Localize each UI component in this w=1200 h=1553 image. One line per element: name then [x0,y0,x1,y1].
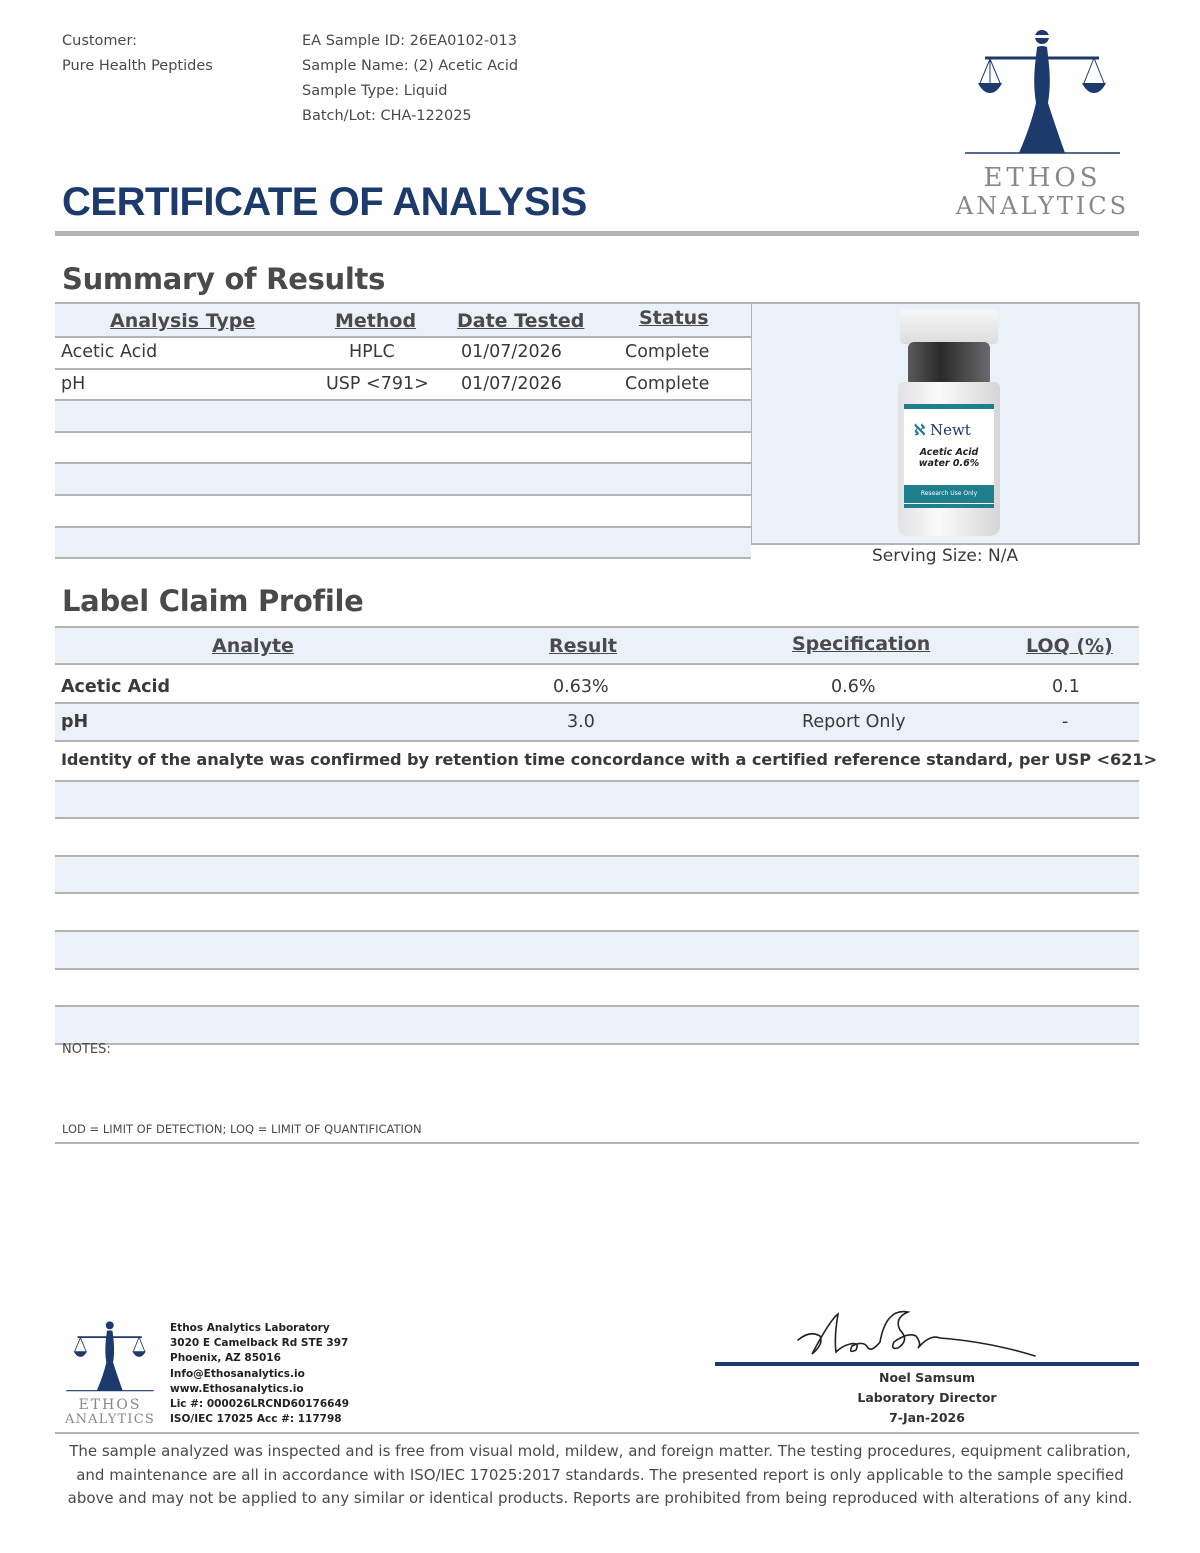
signatory-name: Noel Samsum [879,1370,975,1385]
sample-type: Sample Type: Liquid [302,83,448,99]
footer-logo-line1: ETHOS [78,1397,142,1413]
col-method: Method [335,310,417,332]
notes-divider [55,1142,1139,1144]
cell-analyte: Acetic Acid [61,677,171,697]
cell-date-tested: 01/07/2026 [461,373,562,394]
cell-analysis-type: Acetic Acid [61,342,158,362]
justice-figure-icon [55,1318,165,1398]
signature-line [715,1362,1139,1366]
product-image-box [751,302,1140,545]
table-row-empty [55,857,1139,895]
cell-result: 3.0 [567,712,595,732]
lab-name: Ethos Analytics Laboratory [170,1322,330,1334]
lab-address1: 3020 E Camelback Rd STE 397 [170,1337,349,1350]
cell-loq: 0.1 [1052,677,1080,697]
signatory-title: Laboratory Director [857,1390,997,1405]
table-row-empty [55,1007,1139,1045]
cell-specification: Report Only [802,712,906,732]
batch-lot: Batch/Lot: CHA-122025 [302,108,472,124]
signatory-date: 7-Jan-2026 [889,1410,965,1425]
vial-cap [900,310,998,344]
table-row [55,338,751,370]
ethos-logo [945,25,1140,220]
identity-note: Identity of the analyte was confirmed by retention time concordance with a certified reference standard, per USP <621> [61,749,1157,769]
vial-label [904,404,994,508]
cell-loq: - [1062,712,1069,732]
signature [790,1300,1040,1364]
page-title: CERTIFICATE OF ANALYSIS [62,180,587,224]
col-specification: Specification [792,633,931,655]
vial-product-line1: Acetic Acid [919,447,979,458]
label-claim-heading: Label Claim Profile [62,584,364,618]
identity-note-row [55,742,1157,782]
logo-line1: ETHOS [983,163,1102,193]
sample-name: Sample Name: (2) Acetic Acid [302,58,519,74]
vial-tag: Research Use Only [904,485,994,503]
col-date-tested: Date Tested [457,310,585,332]
customer-name: Pure Health Peptides [62,58,213,74]
signatory-block [715,1368,1139,1428]
table-row-empty [55,819,1139,857]
lab-website: www.Ethosanalytics.io [170,1382,304,1395]
table-row [55,704,1139,742]
table-row-empty [55,782,1139,820]
cell-status: Complete [625,342,710,362]
table-row [55,665,1139,704]
table-row-empty [55,528,751,560]
table-row-empty [55,401,751,433]
lab-license: Lic #: 000026LRCND60176649 [170,1398,350,1411]
col-analysis-type: Analysis Type [110,310,256,332]
lab-address2: Phoenix, AZ 85016 [170,1352,281,1365]
cell-status: Complete [625,373,710,394]
title-divider [55,231,1139,236]
table-row-empty [55,496,751,528]
footer-logo-line2: ANALYTICS [65,1412,155,1427]
sample-id: EA Sample ID: 26EA0102-013 [302,33,517,49]
disclaimer: The sample analyzed was inspected and is free from visual mold, mildew, and foreign matter. The testing procedures, equipment calibration, and maintenance are all in accordance with ISO/IEC 17025:2017 standards. The presented report is only applicable to the sample specified above and may not be applied to any similar or identical products. Reports are prohibited from being reproduced with alterations of any kind. [67,1442,1133,1507]
cell-method: USP <791> [326,373,429,394]
vial-brand: ℵ Newt [914,421,971,439]
summary-header-row [55,302,751,338]
newt-logo-icon: ℵ [914,421,926,439]
vial-crimp [908,342,990,386]
col-result: Result [549,635,617,657]
cell-analysis-type: pH [61,373,86,394]
cell-date-tested: 01/07/2026 [461,342,562,362]
customer-label: Customer: [62,33,138,49]
customer-block [62,29,213,79]
table-row-empty [55,464,751,496]
justice-figure-icon [945,25,1140,165]
label-claim-table [55,626,1157,1045]
lab-contact-block [170,1321,349,1427]
footer-divider [55,1432,1139,1434]
summary-heading: Summary of Results [62,262,386,296]
col-status: Status [639,307,709,329]
cell-specification: 0.6% [831,677,876,697]
table-row-empty [55,433,751,465]
col-loq: LOQ (%) [1026,635,1113,657]
table-row-empty [55,894,1139,932]
table-row-empty [55,932,1139,970]
abbrev-note: LOD = LIMIT OF DETECTION; LOQ = LIMIT OF QUANTIFICATION [62,1122,422,1136]
cell-result: 0.63% [553,677,609,697]
table-row [55,370,751,402]
cell-analyte: pH [61,712,89,732]
lab-email: Info@Ethosanalytics.io [170,1367,305,1380]
lab-accreditation: ISO/IEC 17025 Acc #: 117798 [170,1413,342,1426]
notes-label: NOTES: [62,1042,111,1057]
table-row-empty [55,970,1139,1008]
footer-logo [55,1318,165,1428]
label-claim-header-row [55,626,1139,665]
summary-table [55,302,751,559]
vial-product-line2: water 0.6% [918,458,980,469]
col-analyte: Analyte [212,635,294,657]
vial-image [898,310,1002,538]
serving-size: Serving Size: N/A [872,546,1019,566]
sample-info-block [302,29,518,129]
cell-method: HPLC [349,342,395,362]
logo-line2: ANALYTICS [955,192,1130,220]
